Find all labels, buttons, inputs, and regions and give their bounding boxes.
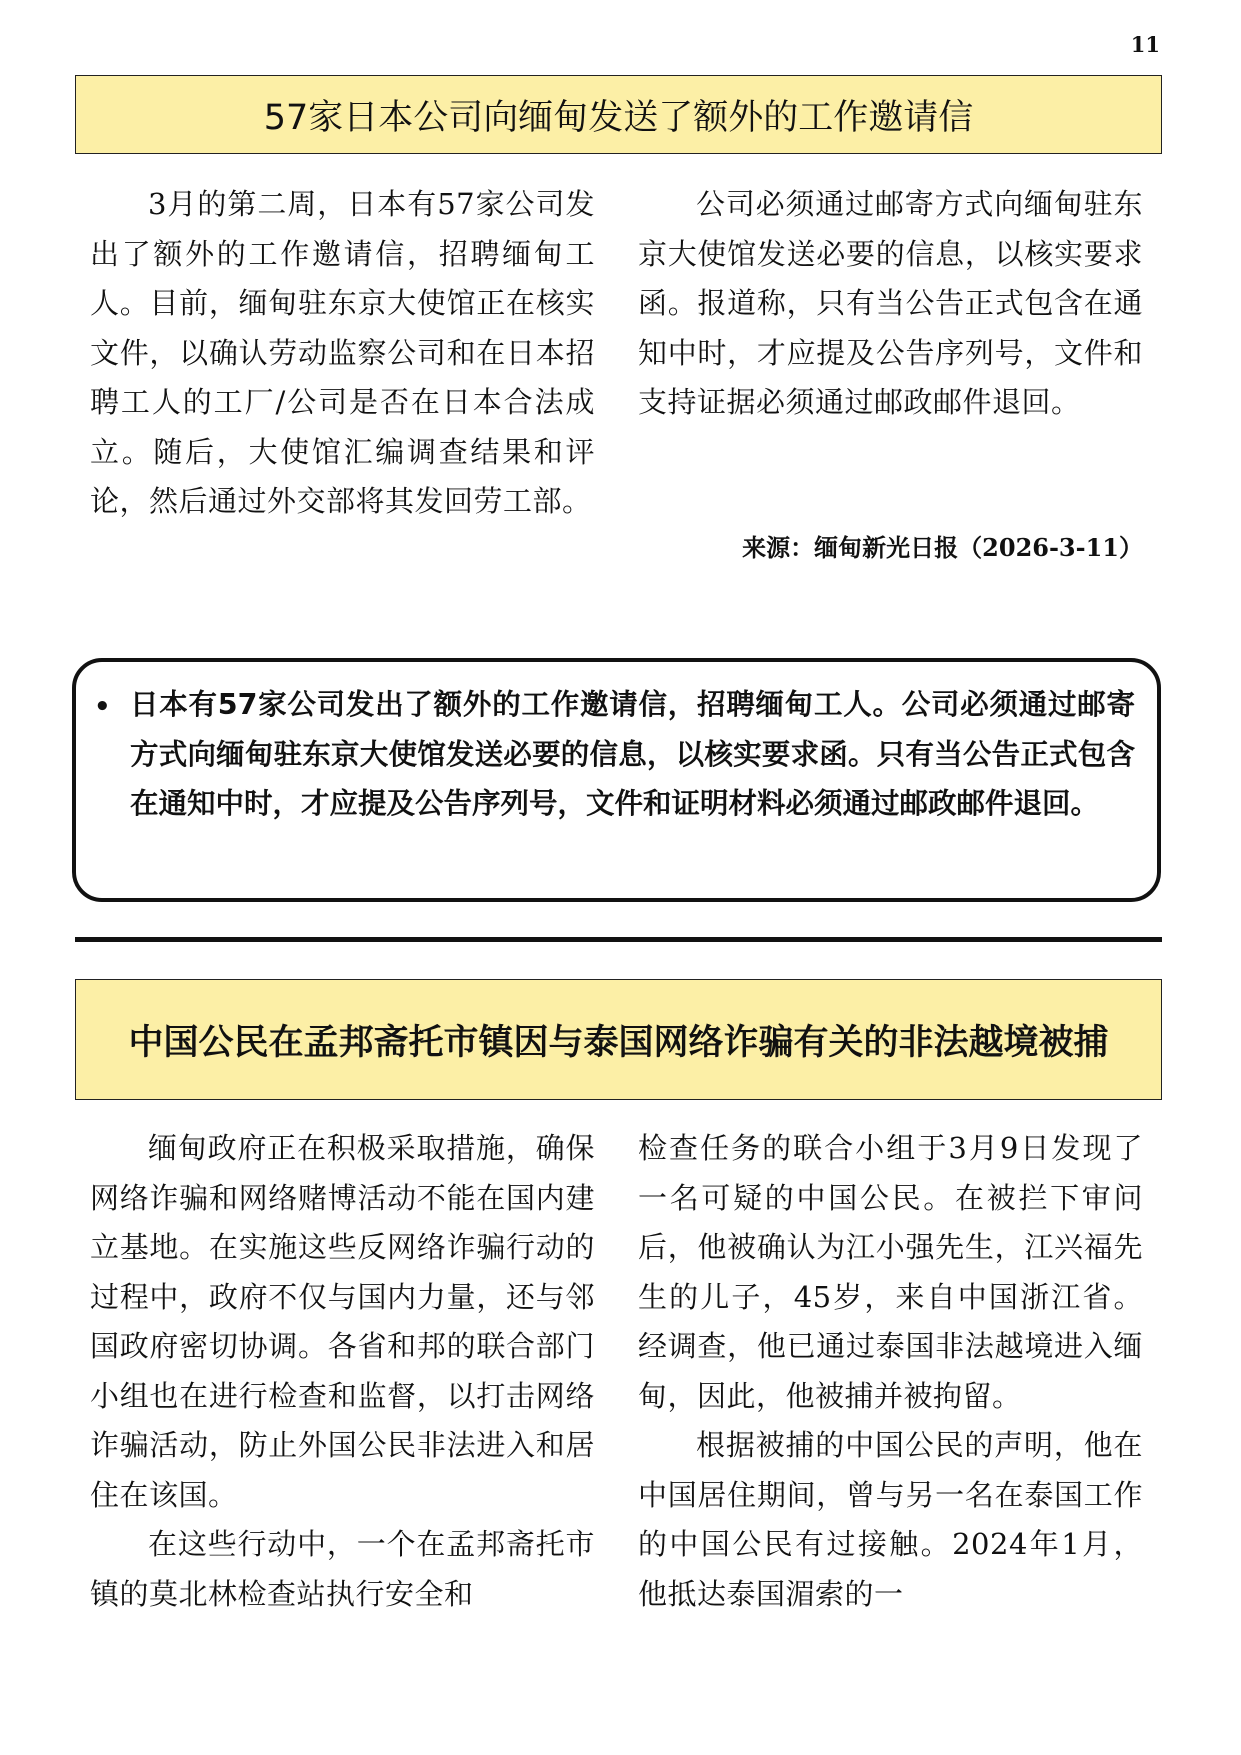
article-2-right-paragraph-2: 根据被捕的中国公民的声明，他在中国居住期间，曾与另一名在泰国工作的中国公民有过接触。2024年1月，他抵达泰国湄索的一 [638,1428,1143,1611]
article-2-left-paragraph-1: 缅甸政府正在积极采取措施，确保网络诈骗和网络赌博活动不能在国内建立基地。在实施这些反网络诈骗行动的过程中，政府不仅与国内力量，还与邻国政府密切协调。各省和邦的联合部门小组也在进行检查和监督，以打击网络诈骗活动，防止外国公民非法进入和居住在该国。 [90,1131,595,1512]
article-1-left-column [90,180,595,527]
article-1-title: 57家日本公司向缅甸发送了额外的工作邀请信 [75,75,1162,154]
article-1-right-paragraph: 公司必须通过邮寄方式向缅甸驻东京大使馆发送必要的信息，以核实要求函。报道称，只有当公告正式包含在通知中时，才应提及公告序列号，文件和支持证据必须通过邮政邮件退回。 [638,187,1143,419]
article-2-right-paragraph-1: 检查任务的联合小组于3月9日发现了一名可疑的中国公民。在被拦下审问后，他被确认为江小强先生，江兴福先生的儿子，45岁，来自中国浙江省。经调查，他已通过泰国非法越境进入缅甸，因此，他被捕并被拘留。 [638,1131,1143,1413]
article-2-left-paragraph-2: 在这些行动中，一个在孟邦斋托市镇的莫北林检查站执行安全和 [90,1527,595,1611]
section-divider [75,937,1162,942]
article-2-title: 中国公民在孟邦斋托市镇因与泰国网络诈骗有关的非法越境被捕 [75,979,1162,1100]
bullet-icon: • [94,692,111,722]
page-number: 11 [1130,32,1160,57]
article-1-source: 来源：缅甸新光日报（2026-3-11） [742,533,1143,562]
summary-box [72,658,1161,902]
summary-text: 日本有57家公司发出了额外的工作邀请信，招聘缅甸工人。公司必须通过邮寄方式向缅甸驻东京大使馆发送必要的信息，以核实要求函。只有当公告正式包含在通知中时，才应提及公告序列号，文件和证明材料必须通过邮政邮件退回。 [130,688,1135,820]
article-1-left-paragraph: 3月的第二周，日本有57家公司发出了额外的工作邀请信，招聘缅甸工人。目前，缅甸驻东京大使馆正在核实文件，以确认劳动监察公司和在日本招聘工人的工厂/公司是否在日本合法成立。随后，大使馆汇编调查结果和评论，然后通过外交部将其发回劳工部。 [90,187,595,518]
article-2-right-column [638,1124,1143,1619]
article-1-right-column [638,180,1143,428]
article-2-left-column [90,1124,595,1619]
